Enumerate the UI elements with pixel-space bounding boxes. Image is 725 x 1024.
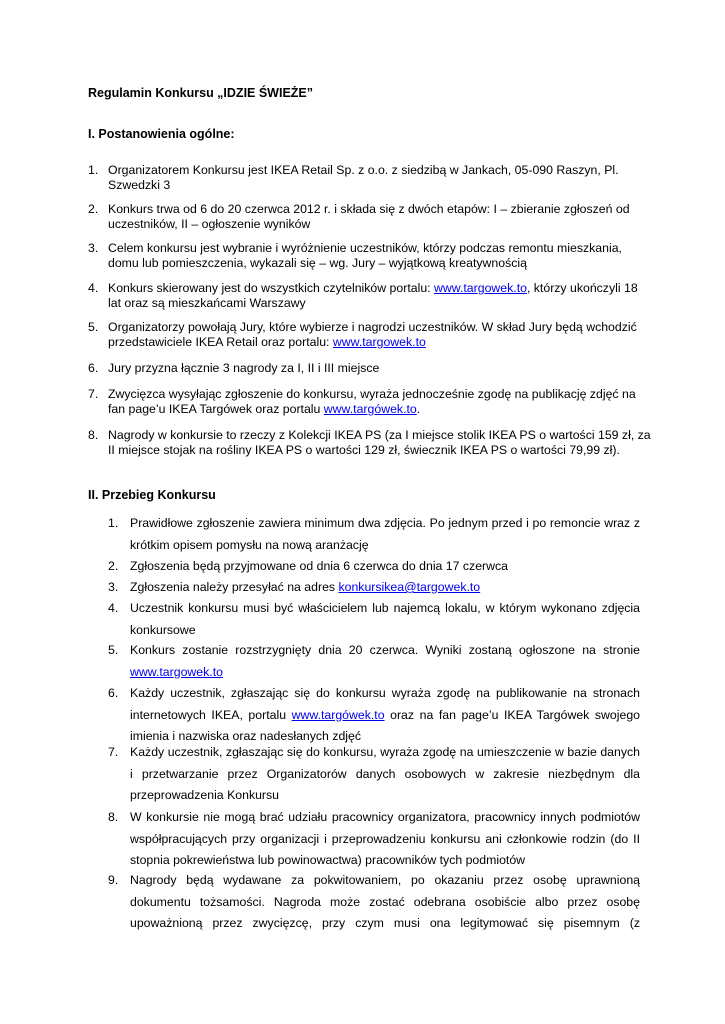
item-text-part: Organizatorzy powołają Jury, które wybierze i nagrodzi uczestników. W skład Jury będą wchodzić przedstawiciele IKEA Retail oraz portalu: <box>108 320 637 349</box>
section-1-heading: I. Postanowienia ogólne: <box>88 127 235 141</box>
item-number: 5. <box>108 643 119 657</box>
item-text: Zgłoszenia będą przyjmowane od dnia 6 czerwca do dnia 17 czerwca <box>130 559 508 573</box>
section-2-heading: II. Przebieg Konkursu <box>88 488 216 502</box>
item-number: 8. <box>88 428 99 442</box>
item-text: Celem konkursu jest wybranie i wyróżnienie uczestników, którzy podczas remontu mieszkania, domu lub pomieszczenia, wykazali się – wg. Jury – wyjątkową kreatywnością <box>108 241 622 270</box>
item-number: 3. <box>108 580 119 594</box>
item-text-part: Zwycięzca wysyłając zgłoszenie do konkursu, wyraża jednocześnie zgodę na publikację zdjęć na fan page’u IKEA Targówek oraz portalu <box>108 387 636 416</box>
item-text: Organizatorem Konkursu jest IKEA Retail Sp. z o.o. z siedzibą w Jankach, 05-090 Raszyn, Pl. Szwedzki 3 <box>108 163 619 192</box>
item-text: Nagrody w konkursie to rzeczy z Kolekcji IKEA PS (za I miejsce stolik IKEA PS o wartości 159 zł, za II miejsce stojak na rośliny IKEA PS o wartości 129 zł, świecznik IKEA PS o wartości 79,99 zł). <box>108 428 651 457</box>
item-text <box>108 320 653 350</box>
item-text-part: . <box>416 402 421 416</box>
item-number: 2. <box>88 202 99 216</box>
item-number: 7. <box>108 745 119 759</box>
targowek-link[interactable]: www.targówek.to <box>323 402 417 416</box>
item-text-part: Konkurs skierowany jest do wszystkich czytelników portalu: <box>108 281 434 295</box>
item-text: W konkursie nie mogą brać udziału pracownicy organizatora, pracownicy innych podmiotów współpracujących przy organizacji i przeprowadzeniu konkursu ani członkowie rodzin (do II stopnia pokrewieństwa lub powinowactwa) pracowników tych podmiotów <box>130 810 640 867</box>
item-number: 5. <box>88 320 99 334</box>
item-text <box>130 683 640 748</box>
item-text-part: Konkurs zostanie rozstrzygnięty dnia 20 czerwca. Wyniki zostaną ogłoszone na stronie <box>130 643 640 657</box>
item-number: 4. <box>88 281 99 295</box>
item-text: Jury przyzna łącznie 3 nagrody za I, II i III miejsce <box>108 361 380 375</box>
item-number: 2. <box>108 559 119 573</box>
targowek-link[interactable]: www.targowek.to <box>434 281 527 295</box>
item-text: Konkurs trwa od 6 do 20 czerwca 2012 r. i składa się z dwóch etapów: I – zbieranie zgłoszeń od uczestników, II – ogłoszenie wyników <box>108 202 630 231</box>
item-text <box>108 387 653 417</box>
item-number: 6. <box>88 361 99 375</box>
item-text-part: Zgłoszenia należy przesyłać na adres <box>130 580 339 594</box>
item-number: 3. <box>88 241 99 255</box>
item-number: 1. <box>108 516 119 530</box>
targowek-link[interactable]: www.targówek.to <box>291 707 385 722</box>
targowek-link[interactable]: www.targowek.to <box>332 335 426 349</box>
item-text-part: Każdy uczestnik, zgłaszając się do konkursu wyraża zgodę na publikowanie na stronach internetowych IKEA, portalu <box>130 686 640 722</box>
item-text <box>108 281 653 311</box>
targowek-link[interactable]: www.targowek.to <box>130 664 223 679</box>
item-number: 1. <box>88 163 99 177</box>
item-number: 9. <box>108 873 119 887</box>
item-number: 6. <box>108 686 119 700</box>
item-text-part: , którzy ukończyli 18 lat oraz są mieszkańcami Warszawy <box>108 281 638 310</box>
document-title: Regulamin Konkursu „IDZIE ŚWIEŻE” <box>88 86 314 100</box>
item-text <box>130 577 640 599</box>
item-text: Każdy uczestnik, zgłaszając się do konkursu, wyraża zgodę na umieszczenie w bazie danych i przetwarzanie przez Organizatorów danych osobowych w zakresie niezbędnym dla przeprowadzenia Konkursu <box>130 745 640 802</box>
item-text <box>130 640 640 683</box>
item-number: 4. <box>108 601 119 615</box>
email-link[interactable]: konkursikea@targowek.to <box>338 580 481 594</box>
item-number: 7. <box>88 387 99 401</box>
item-text: Nagrody będą wydawane za pokwitowaniem, po okazaniu przez osobę uprawnioną dokumentu tożsamości. Nagroda może zostać odebrana osobiście albo przez osobę upoważnioną przez zwycięzcę, przy czym musi ona legitymować się pisemnym (z <box>130 873 640 930</box>
item-text: Prawidłowe zgłoszenie zawiera minimum dwa zdjęcia. Po jednym przed i po remoncie wraz z krótkim opisem pomysłu na nową aranżację <box>130 516 640 552</box>
item-text-part: oraz na fan page’u IKEA Targówek swojego imienia i nazwiska oraz nadesłanych zdjęć <box>130 707 640 743</box>
item-number: 8. <box>108 810 119 824</box>
item-text: Uczestnik konkursu musi być właścicielem lub najemcą lokalu, w którym wykonano zdjęcia konkursowe <box>130 601 640 637</box>
